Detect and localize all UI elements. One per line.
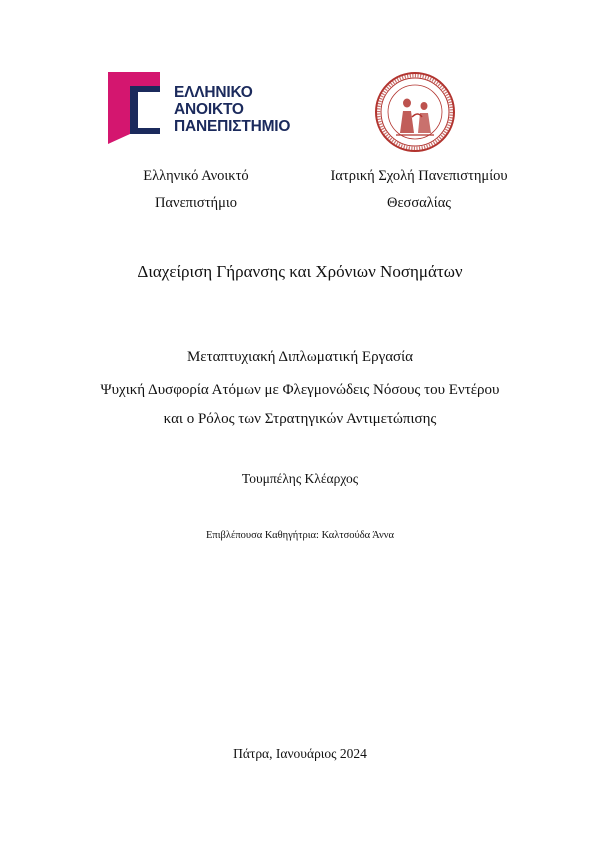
institution-right-line1: Ιατρική Σχολή Πανεπιστημίου: [330, 168, 508, 184]
thesis-title-line1: Ψυχική Δυσφορία Ατόμων με Φλεγμονώδεις Νόσους του Εντέρου: [100, 382, 500, 398]
eap-logo: [108, 72, 298, 144]
thesis-type: Μεταπτυχιακή Διπλωματική Εργασία: [186, 349, 414, 365]
program-title: Διαχείριση Γήρανσης και Χρόνιων Νοσημάτων: [137, 262, 463, 281]
university-seal-icon: [374, 71, 456, 153]
eap-logo-text: [174, 84, 290, 135]
institution-right-line2: Θεσσαλίας: [386, 195, 452, 211]
author-name: Τουμπέλης Κλέαρχος: [241, 471, 359, 486]
eap-logo-line: ΕΛΛΗΝΙΚΟ: [174, 84, 253, 101]
thesis-title-line2: και ο Ρόλος των Στρατηγικών Αντιμετώπισης: [163, 411, 437, 427]
institution-left-line1: Ελληνικό Ανοικτό: [143, 168, 249, 184]
institution-right: [306, 163, 532, 217]
institution-left-line2: Πανεπιστήμιο: [154, 195, 238, 211]
supervisor: Επιβλέπουσα Καθηγήτρια: Καλτσούδα Άννα: [205, 530, 394, 541]
eap-logo-line: ΑΝΟΙΚΤΟ: [174, 101, 244, 118]
institution-left: [98, 163, 294, 217]
place-date: Πάτρα, Ιανουάριος 2024: [233, 746, 367, 761]
eap-logo-mark-icon: [108, 72, 170, 144]
eap-logo-line: ΠΑΝΕΠΙΣΤΗΜΙΟ: [174, 118, 291, 135]
